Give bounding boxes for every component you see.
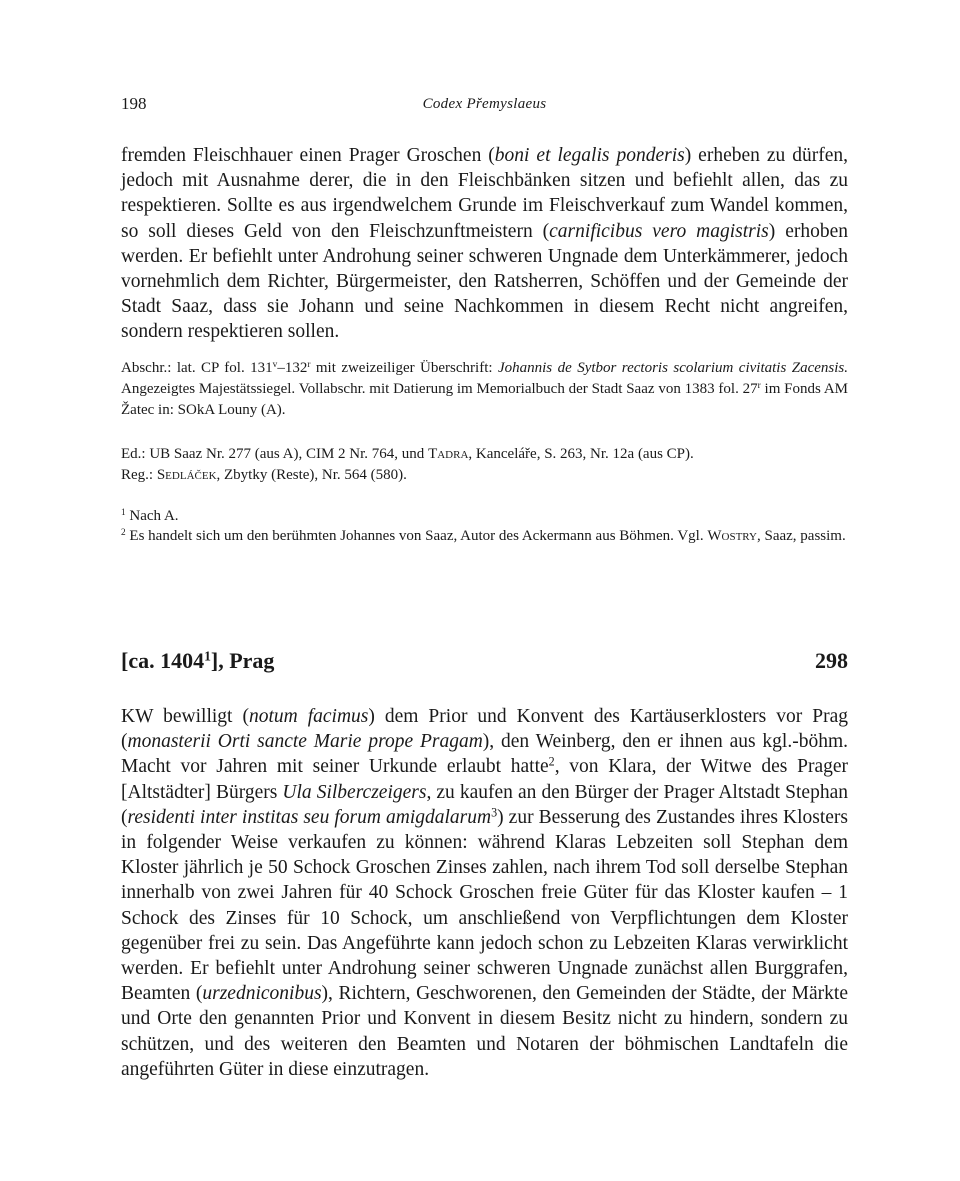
previous-entry-paragraph: fremden Fleischhauer einen Prager Groschen (boni et legalis ponderis) erheben zu dürfen, jedoch mit Ausnahme derer, die in den Fleischbänken sitzen und befiehlt allen, das zu respektieren. Sollte es aus irgendwelchem Grunde im Fleischverkauf zum Wandel kommen, so soll dieses Geld von den Fleischzunftmeistern (carnificibus vero magistris) erhoben werden. Er befiehlt unter Androhung seiner schweren Ungnade dem Unterkämmerer, jedoch vornehmlich dem Richter, Bürgermeister, den Ratsherren, Schöffen und der Gemeinde der Stadt Saaz, dass sie Johann und seine Nachkommen in diesem Recht nicht angreifen, sondern respektieren sollen. [121,145,848,343]
entry-text [121,704,848,1082]
footnotes [121,506,848,546]
manuscript-apparatus [121,358,848,421]
footnote-1: $^1$ Nach A. [121,507,179,524]
entry-date-place: [ca. 1404$^1$], Prag [121,648,275,673]
page-number: 198 [121,94,147,113]
regest-note: Reg.: Sedláček, Zbytky (Reste), Nr. 564 (580). [121,467,407,483]
entry-heading [121,648,848,678]
running-title: Codex Přemyslaeus [422,96,547,112]
copies-note: Abschr.: lat. CP fol. 131$^v$–132$^r$ mit zweizeiliger Überschrift: Johannis de Sytbor rectoris scolarium civitatis Zacensis. Angezeigtes Majestätssiegel. Vollabschr. mit Datierung im Memorialbuch der Stadt Saaz von 1383 fol. 27$^r$ im Fonds AM Žatec in: SOkA Louny (A). [121,359,849,418]
previous-entry-text [121,143,848,345]
entry-paragraph: KW bewilligt (notum facimus) dem Prior und Konvent des Kartäuserklosters vor Prag (monasterii Orti sancte Marie prope Pragam), den Weinberg, den er ihnen aus kgl.-böhm. Macht vor Jahren mit seiner Urkunde erlaubt hatte$^2$, von Klara, der Witwe des Prager [Altstädter] Bürgers Ula Silberczeigers, zu kaufen an den Bürger der Prager Altstadt Stephan (residenti inter institas seu forum amigdalarum$^3$) zur Besserung des Zustandes ihres Klosters in folgender Weise verkaufen zu können: während Klaras Lebzeiten soll Stephan dem Kloster jährlich je 50 Schock Groschen Zinses zahlen, nach ihrem Tod soll derselbe Stephan innerhalb von zwei Jahren für 40 Schock Groschen freie Güter für das Kloster kaufen – 1 Schock des Zinses für 10 Schock, um anschließend von Verpflichtungen dem Kloster gegenüber frei zu sein. Das Angeführte kann jedoch schon zu Lebzeiten Klaras verwirklicht werden. Er befiehlt unter Androhung seiner schweren Ungnade zunächst allen Burggrafen, Beamten (urzedniconibus), Richtern, Geschworenen, den Gemeinden der Städte, der Märkte und Orte den genannten Prior und Konvent in diesem Besitz nicht zu hindern, sondern zu schützen, und des weiteren den Beamten und Notaren der böhmischen Landtafeln die angeführten Güter in diese einzutragen. [121,706,849,1080]
editions-note: Ed.: UB Saaz Nr. 277 (aus A), CIM 2 Nr. 764, und Tadra, Kanceláře, S. 263, Nr. 12a (aus CP). [121,446,694,462]
editions-apparatus [121,444,848,486]
entry-number: 298 [815,648,848,673]
running-header [121,94,848,118]
footnote-2: $^2$ Es handelt sich um den berühmten Johannes von Saaz, Autor des Ackermann aus Böhmen. Vgl. Wostry, Saaz, passim. [121,527,846,544]
